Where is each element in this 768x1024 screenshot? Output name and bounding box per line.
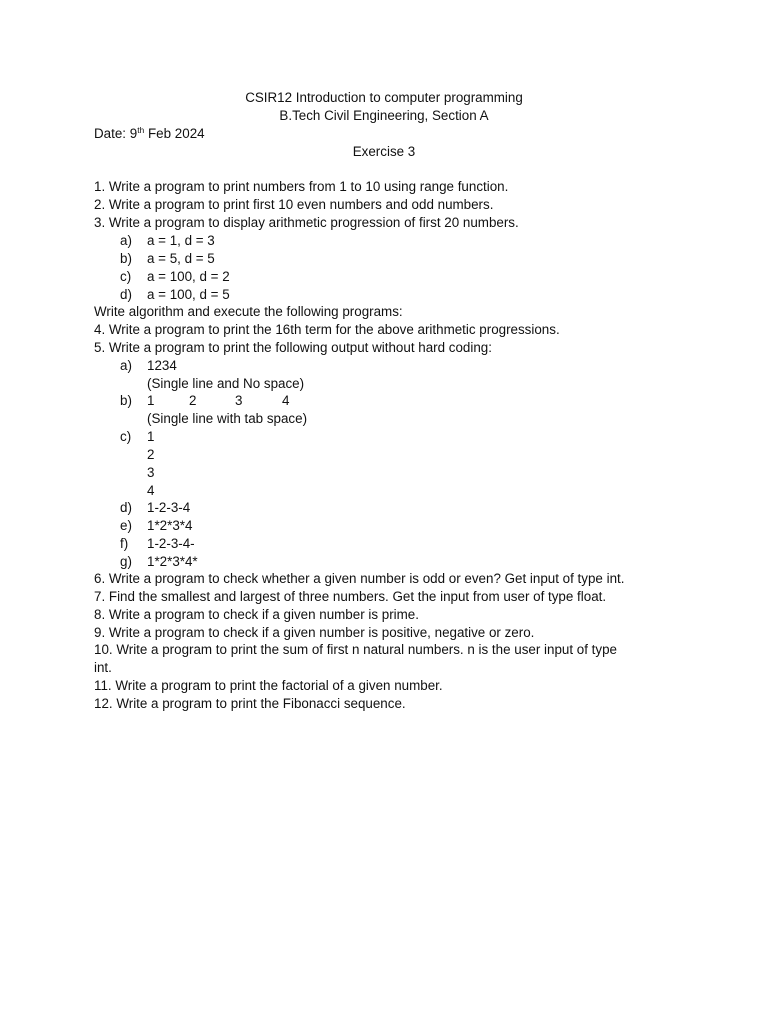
question-11: 11. Write a program to print the factorial of a given number. — [94, 678, 443, 693]
q5-d-label: d) — [120, 500, 132, 515]
q5-a-note: (Single line and No space) — [147, 376, 305, 391]
program-title: B.Tech Civil Engineering, Section A — [279, 108, 489, 123]
q5-g-text: 1*2*3*4* — [147, 554, 198, 569]
q5-a-text: 1234 — [147, 358, 177, 373]
instruction-line: Write algorithm and execute the following programs: — [94, 304, 403, 319]
q5-b-value: 2 — [189, 393, 197, 408]
q3-item-label: d) — [120, 287, 132, 302]
q3-item-label: b) — [120, 251, 132, 266]
q5-a-label: a) — [120, 358, 132, 373]
q3-item-text: a = 100, d = 2 — [147, 269, 230, 284]
q5-e-text: 1*2*3*4 — [147, 518, 193, 533]
q5-f-text: 1-2-3-4- — [147, 536, 195, 551]
q3-item-label: a) — [120, 233, 132, 248]
q5-c-value: 3 — [147, 465, 155, 480]
q5-b-value: 1 — [147, 393, 155, 408]
q5-c-value: 1 — [147, 429, 155, 444]
question-4: 4. Write a program to print the 16th term for the above arithmetic progressions. — [94, 322, 560, 337]
q5-d-text: 1-2-3-4 — [147, 500, 191, 515]
q5-b-value: 4 — [282, 393, 290, 408]
question-10-line-2: int. — [94, 660, 112, 675]
question-9: 9. Write a program to check if a given number is positive, negative or zero. — [94, 625, 535, 640]
q5-f-label: f) — [120, 536, 129, 551]
date-prefix: Date: 9 — [94, 126, 138, 141]
q5-c-value: 4 — [147, 483, 155, 498]
question-10-line-1: 10. Write a program to print the sum of first n natural numbers. n is the user input of type — [94, 642, 617, 657]
q5-b-value: 3 — [235, 393, 243, 408]
date-line — [94, 125, 205, 143]
q5-e-label: e) — [120, 518, 132, 533]
exercise-title: Exercise 3 — [352, 144, 416, 159]
q3-item-label: c) — [120, 269, 132, 284]
question-12: 12. Write a program to print the Fibonacci sequence. — [94, 696, 406, 711]
question-7: 7. Find the smallest and largest of three numbers. Get the input from user of type float. — [94, 589, 607, 604]
q5-b-label: b) — [120, 393, 132, 408]
q5-b-note: (Single line with tab space) — [147, 411, 308, 426]
question-8: 8. Write a program to check if a given number is prime. — [94, 607, 419, 622]
q5-g-label: g) — [120, 554, 132, 569]
question-1: 1. Write a program to print numbers from 1 to 10 using range function. — [94, 179, 509, 194]
question-3: 3. Write a program to display arithmetic progression of first 20 numbers. — [94, 215, 519, 230]
question-6: 6. Write a program to check whether a given number is odd or even? Get input of type int. — [94, 571, 625, 586]
q5-c-value: 2 — [147, 447, 155, 462]
course-title: CSIR12 Introduction to computer programming — [245, 90, 523, 105]
question-5: 5. Write a program to print the following output without hard coding: — [94, 340, 492, 355]
q3-item-text: a = 5, d = 5 — [147, 251, 215, 266]
q3-item-text: a = 1, d = 3 — [147, 233, 215, 248]
date-suffix: Feb 2024 — [144, 126, 205, 141]
question-2: 2. Write a program to print first 10 even numbers and odd numbers. — [94, 197, 494, 212]
date-superscript: th — [137, 125, 145, 135]
q5-b-values — [147, 392, 289, 410]
q3-item-text: a = 100, d = 5 — [147, 287, 230, 302]
q5-c-label: c) — [120, 429, 132, 444]
